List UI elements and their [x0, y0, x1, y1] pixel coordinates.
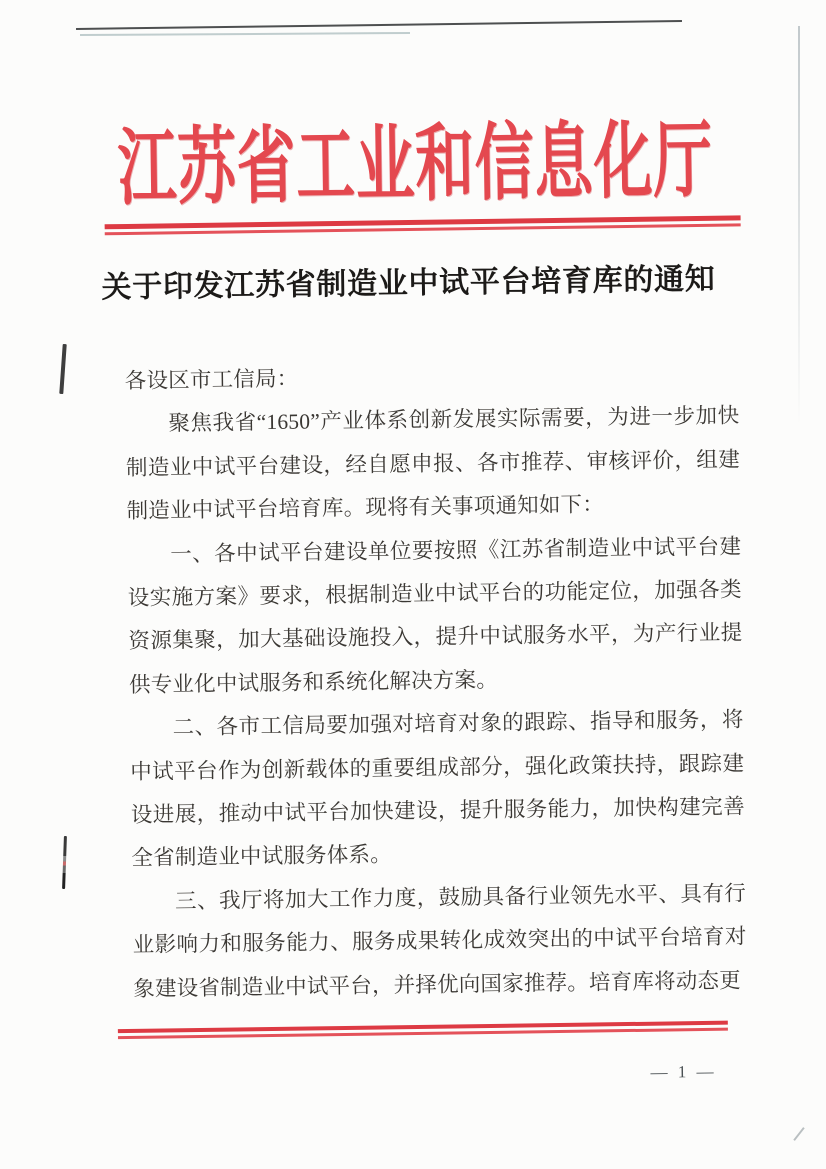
body-paragraph: 聚焦我省“1650”产业体系创新发展实际需要，为进一步加快制造业中试平台建设，经自愿申报、各市推荐、审核评价，组建制造业中试平台培育库。现将有关事项通知如下： — [125, 403, 741, 524]
salutation: 各设区市工信局： — [124, 366, 299, 394]
agency-letterhead: 江苏省工业和信息化厅 — [117, 114, 714, 217]
document-title: 关于印发江苏省制造业中试平台培育库的通知 — [101, 262, 716, 305]
body-paragraph: 一、各中试平台建设单位要按照《江苏省制造业中试平台建设实施方案》要求，根据制造业中试平台的功能定位，加强各类资源集聚，加大基础设施投入，提升中试服务水平，为产行业提供专业化中试服务和系统化解决方案。 — [127, 534, 743, 697]
document-body — [125, 351, 748, 1011]
body-paragraph: 三、我厅将加大工作力度，鼓励具备行业领先水平、具有行业影响力和服务能力、服务成果转化成效突出的中试平台培育对象建设省制造业中试平台，并择优向国家推荐。培育库将动态更 — [132, 881, 747, 1001]
body-paragraph: 二、各市工信局要加强对培育对象的跟踪、指导和服务，将中试平台作为创新载体的重要组成部分，强化政策扶持，跟踪建设进展，推动中试平台加快建设，提升服务能力，加快构建完善全省制造业中试服务体系。 — [130, 707, 745, 871]
red-separator-top — [105, 215, 741, 235]
page-number: — 1 — — [650, 1061, 717, 1082]
red-separator-bottom — [118, 1021, 728, 1040]
